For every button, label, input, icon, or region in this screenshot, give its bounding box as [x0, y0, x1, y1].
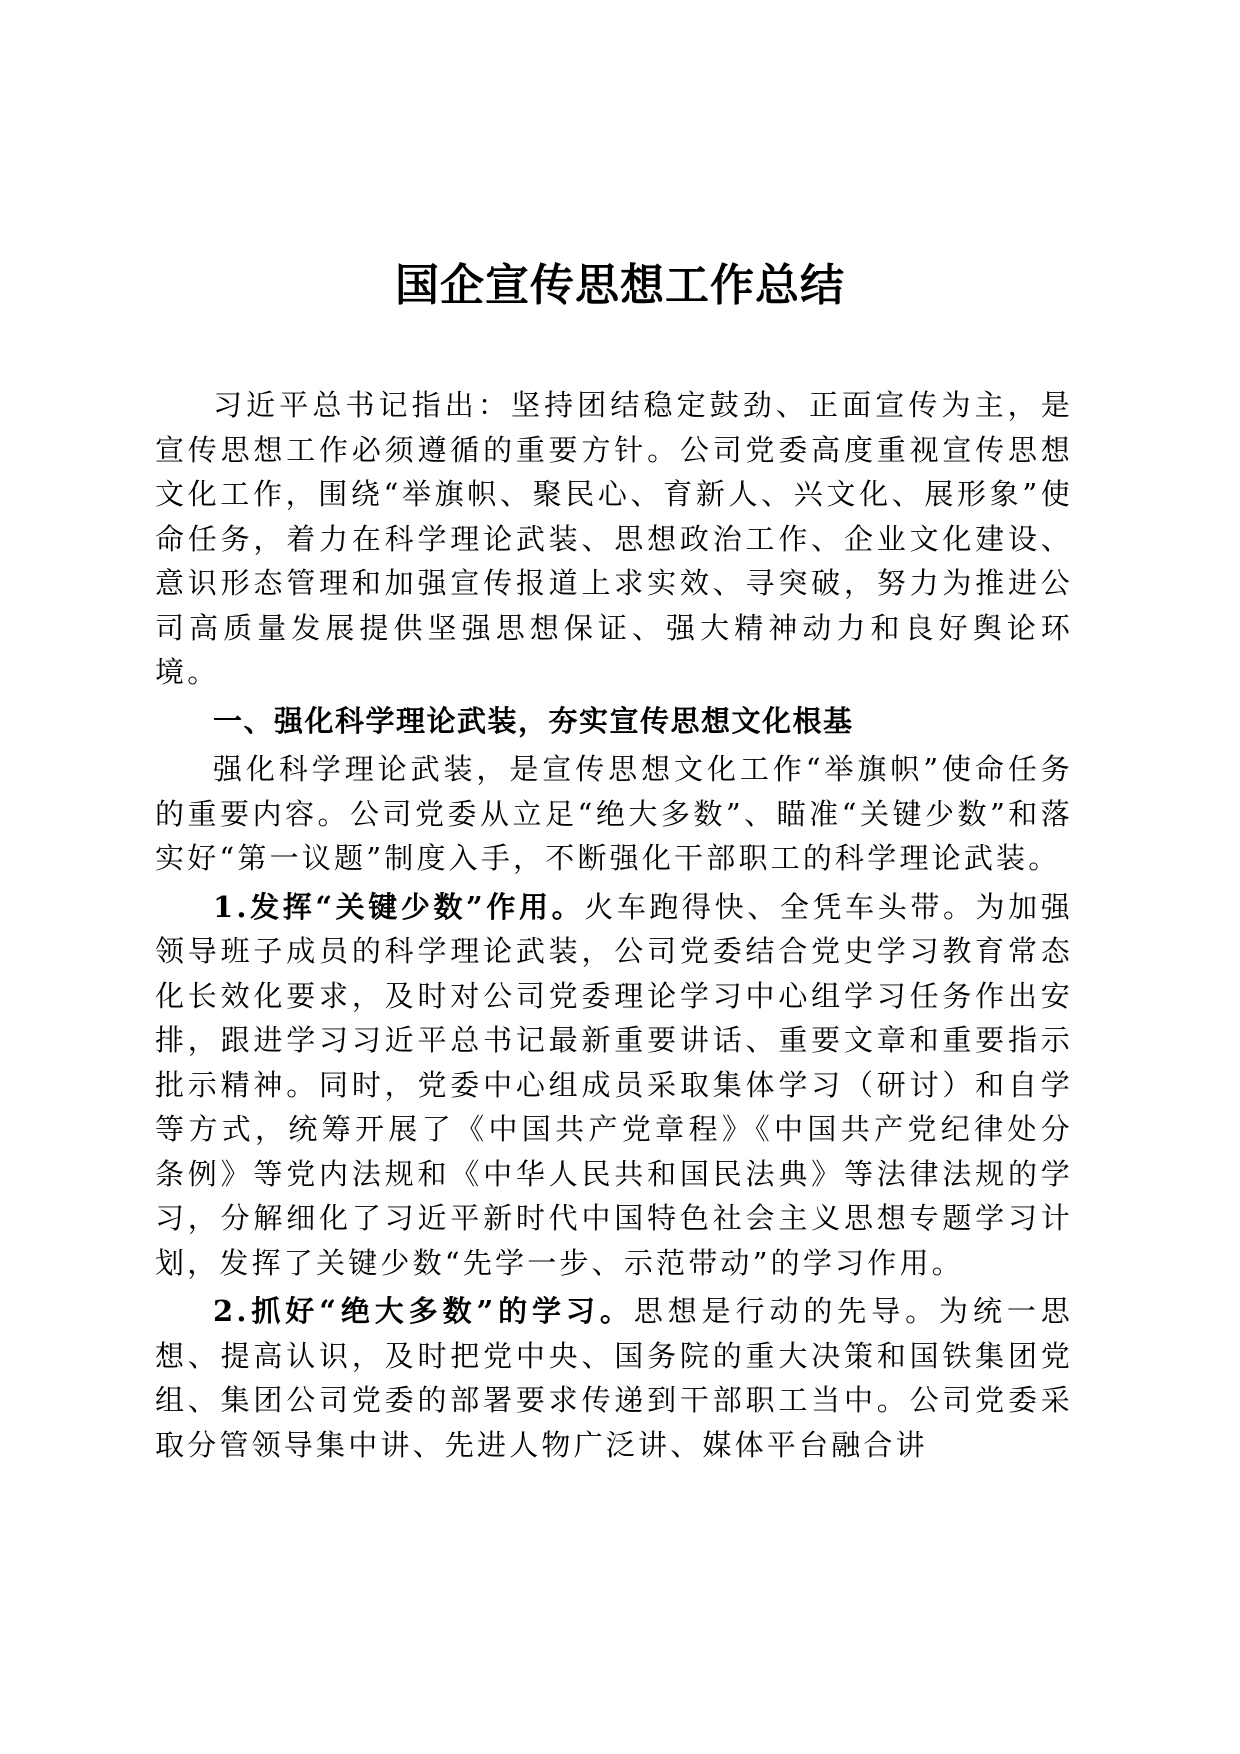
item-1-text: 火车跑得快、全凭车头带。为加强领导班子成员的科学理论武装，公司党委结合党史学习教育常态化长效化要求，及时对公司党委理论学习中心组学习任务作出安排，跟进学习习近平总书记最新重要讲话、重要文章和重要指示批示精神。同时，党委中心组成员采取集体学习（研讨）和自学等方式，统筹开展了《中国共产党章程》《中国共产党纪律处分条例》等党内法规和《中华人民共和国民法典》等法律法规的学习，分解细化了习近平新时代中国特色社会主义思想专题学习计划，发挥了关键少数“先学一步、示范带动”的学习作用。 [155, 889, 1073, 1280]
document-title: 国企宣传思想工作总结 [395, 260, 845, 311]
item-2-lead: 2.抓好“绝大多数”的学习。 [213, 1294, 634, 1328]
item-2-paragraph [155, 1289, 1073, 1467]
document-body [155, 383, 1073, 1471]
section-intro-paragraph: 强化科学理论武装，是宣传思想文化工作“举旗帜”使命任务的重要内容。公司党委从立足“绝大多数”、瞄准“关键少数”和落实好“第一议题”制度入手，不断强化干部职工的科学理论武装。 [155, 752, 1073, 875]
item-1-lead: 1.发挥“关键少数”作用。 [213, 889, 585, 924]
intro-paragraph: 习近平总书记指出：坚持团结稳定鼓劲、正面宣传为主，是宣传思想工作必须遵循的重要方针。公司党委高度重视宣传思想文化工作，围绕“举旗帜、聚民心、育新人、兴文化、展形象”使命任务，着力在科学理论武装、思想政治工作、企业文化建设、意识形态管理和加强宣传报道上求实效、寻突破，努力为推进公司高质量发展提供坚强思想保证、强大精神动力和良好舆论环境。 [155, 388, 1073, 689]
item-2-text: 思想是行动的先导。为统一思想、提高认识，及时把党中央、国务院的重大决策和国铁集团党组、集团公司党委的部署要求传递到干部职工当中。公司党委采取分管领导集中讲、先进人物广泛讲、媒体平台融合讲 [155, 1294, 1073, 1462]
section-heading: 一、强化科学理论武装，夯实宣传思想文化根基 [213, 703, 854, 738]
item-1-paragraph [155, 885, 1073, 1286]
